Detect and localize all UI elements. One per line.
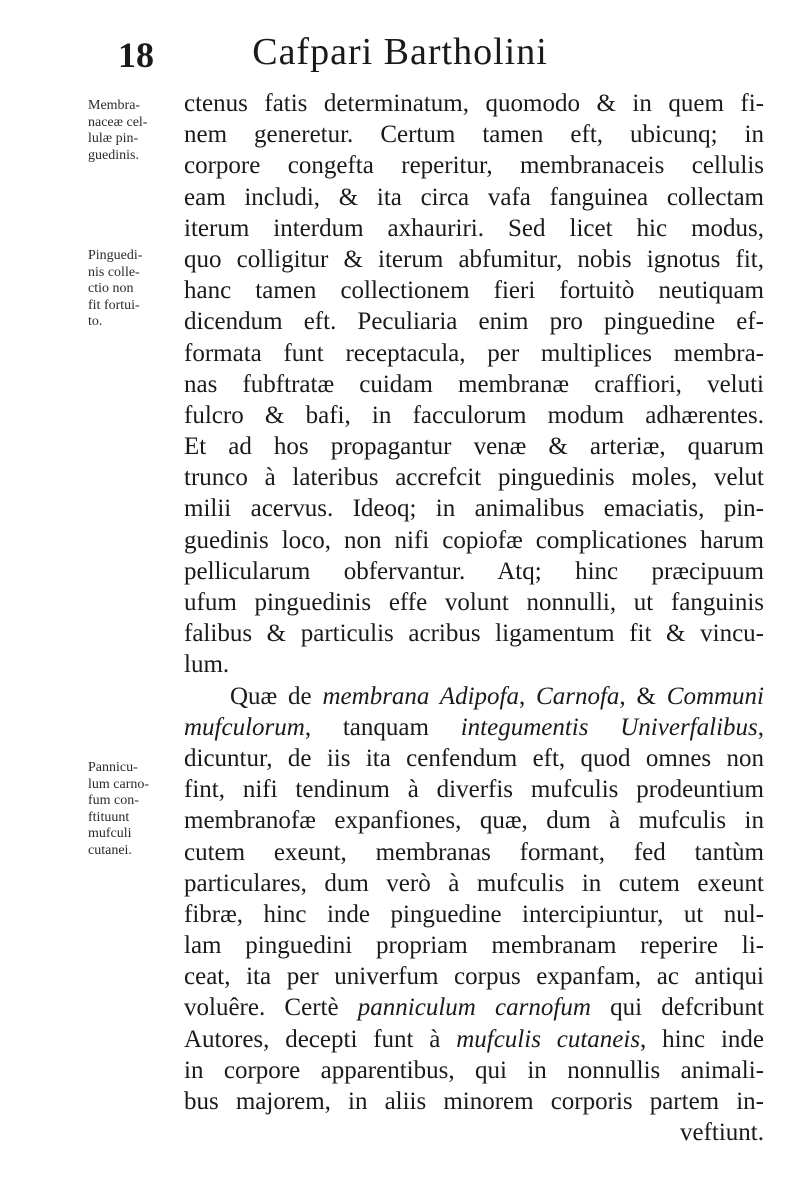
page-number: 18 <box>118 35 154 75</box>
text-run: Quæ de <box>230 682 323 710</box>
text-line: ctenus fatis determinatum, quomodo & in quem fi- <box>184 90 764 117</box>
text-line: veftiunt. <box>679 1119 764 1147</box>
text-line: formata funt receptacula, per multiplices membra- <box>184 339 764 367</box>
marginal-note-line: fum con- <box>88 793 139 808</box>
italic-term: mufculis cutaneis <box>456 1025 641 1053</box>
text-line: ceat, ita per univerfum corpus expanfam, ac antiqui <box>184 963 764 991</box>
marginal-note-membranaceae <box>88 98 180 164</box>
italic-term: integumentis Univerfalibus <box>460 713 758 741</box>
marginal-note-line: Pinguedi- <box>88 248 143 263</box>
marginal-note-line: nis colle- <box>88 264 140 280</box>
marginal-note-line: ftituunt <box>88 809 130 825</box>
page-header <box>0 30 800 80</box>
marginal-note-line: Membra- <box>88 98 141 113</box>
text-line: lam pinguedini propriam membranam reperire li- <box>184 932 764 960</box>
marginal-note-collectio <box>88 248 180 331</box>
text-line: pellicularum obfervantur. Atq; hinc præcipuum <box>184 557 764 585</box>
text-line: quo colligitur & iterum abfumitur, nobis ignotus fit, <box>184 245 764 273</box>
text-line: Et ad hos propagantur venæ & arteriæ, quarum <box>184 433 764 461</box>
marginal-note-line: lum carno- <box>88 776 150 792</box>
text-line: corpore congefta reperitur, membranaceis cellulis <box>184 152 764 180</box>
text-line: ufum pinguedinis effe volunt nonnulli, ut fanguinis <box>184 589 764 616</box>
text-line: milii acervus. Ideoq; in animalibus emaciatis, pin- <box>184 495 764 523</box>
text-line: nas fubftratæ cuidam membranæ craffiori, veluti <box>184 370 764 398</box>
text-line: fibræ, hinc inde pinguedine intercipiuntur, ut nul- <box>184 900 764 928</box>
marginal-note-line: Pannicu- <box>88 760 138 775</box>
text-line: lum. <box>184 651 230 679</box>
italic-term: Carnofa <box>536 682 620 710</box>
text-run: , <box>518 682 537 710</box>
text-line <box>184 712 764 743</box>
text-line: fulcro & bafi, in facculorum modum adhærentes. <box>184 401 764 429</box>
marginal-note-line: guedinis. <box>88 147 139 163</box>
italic-term: panniculum carnofum <box>357 994 591 1022</box>
italic-term: mufculorum <box>184 713 305 741</box>
text-line: bus majorem, in aliis minorem corporis partem in- <box>184 1088 764 1115</box>
text-line: particulares, dum verò à mufculis in cutem exeunt <box>184 869 764 897</box>
text-run: , tanquam <box>304 713 461 741</box>
text-line <box>184 1024 764 1055</box>
marginal-note-line: to. <box>88 314 103 329</box>
text-run: Autores, decepti funt à <box>184 1025 457 1053</box>
body-text <box>184 88 764 1148</box>
marginal-note-panniculum <box>88 760 180 859</box>
marginal-note-line: naceæ cel- <box>88 114 148 130</box>
italic-term: membrana Adipofa <box>322 682 519 710</box>
marginal-note-line: mufculi <box>88 826 132 841</box>
text-line: fint, nifi tendinum à diverfis mufculis prodeuntium <box>184 776 764 804</box>
text-line <box>184 681 764 712</box>
text-line: eam includi, & ita circa vafa fanguinea collectam <box>184 183 764 211</box>
text-line: iterum interdum axhauriri. Sed licet hic modus, <box>184 214 764 242</box>
text-run: , hinc inde <box>640 1025 765 1053</box>
text-run: voluêre. Certè <box>184 994 358 1022</box>
marginal-note-line: lulæ pin- <box>88 131 139 146</box>
text-line: nem generetur. Certum tamen eft, ubicunq; in <box>184 121 764 149</box>
text-line: dicendum eft. Peculiaria enim pro pinguedine ef- <box>184 308 764 336</box>
text-line: trunco à lateribus accrefcit pinguedinis moles, velut <box>184 464 764 492</box>
text-line: hanc tamen collectionem fieri fortuitò neutiquam <box>184 277 764 305</box>
text-line: guedinis loco, non nifi copiofæ complicationes harum <box>184 526 764 554</box>
marginal-note-line: fit fortui- <box>88 297 140 313</box>
italic-term: Communi <box>666 682 764 710</box>
text-line: falibus & particulis acribus ligamentum fit & vincu- <box>184 620 764 648</box>
text-line: membranofæ expanfiones, quæ, dum à mufculis in <box>184 807 764 835</box>
text-run: qui defcribunt <box>590 994 765 1022</box>
text-line: cutem exeunt, membranas formant, fed tantùm <box>184 838 764 866</box>
running-title: Cafpari Bartholini <box>252 31 548 73</box>
marginal-note-line: ctio non <box>88 281 134 296</box>
text-line: dicuntur, de iis ita cenfendum eft, quod omnes non <box>184 744 764 772</box>
text-run: , <box>757 713 764 741</box>
text-line: in corpore apparentibus, qui in nonnullis animali- <box>184 1056 764 1084</box>
text-run: , & <box>619 682 667 710</box>
text-line <box>184 992 764 1023</box>
marginal-note-line: cutanei. <box>88 842 132 858</box>
